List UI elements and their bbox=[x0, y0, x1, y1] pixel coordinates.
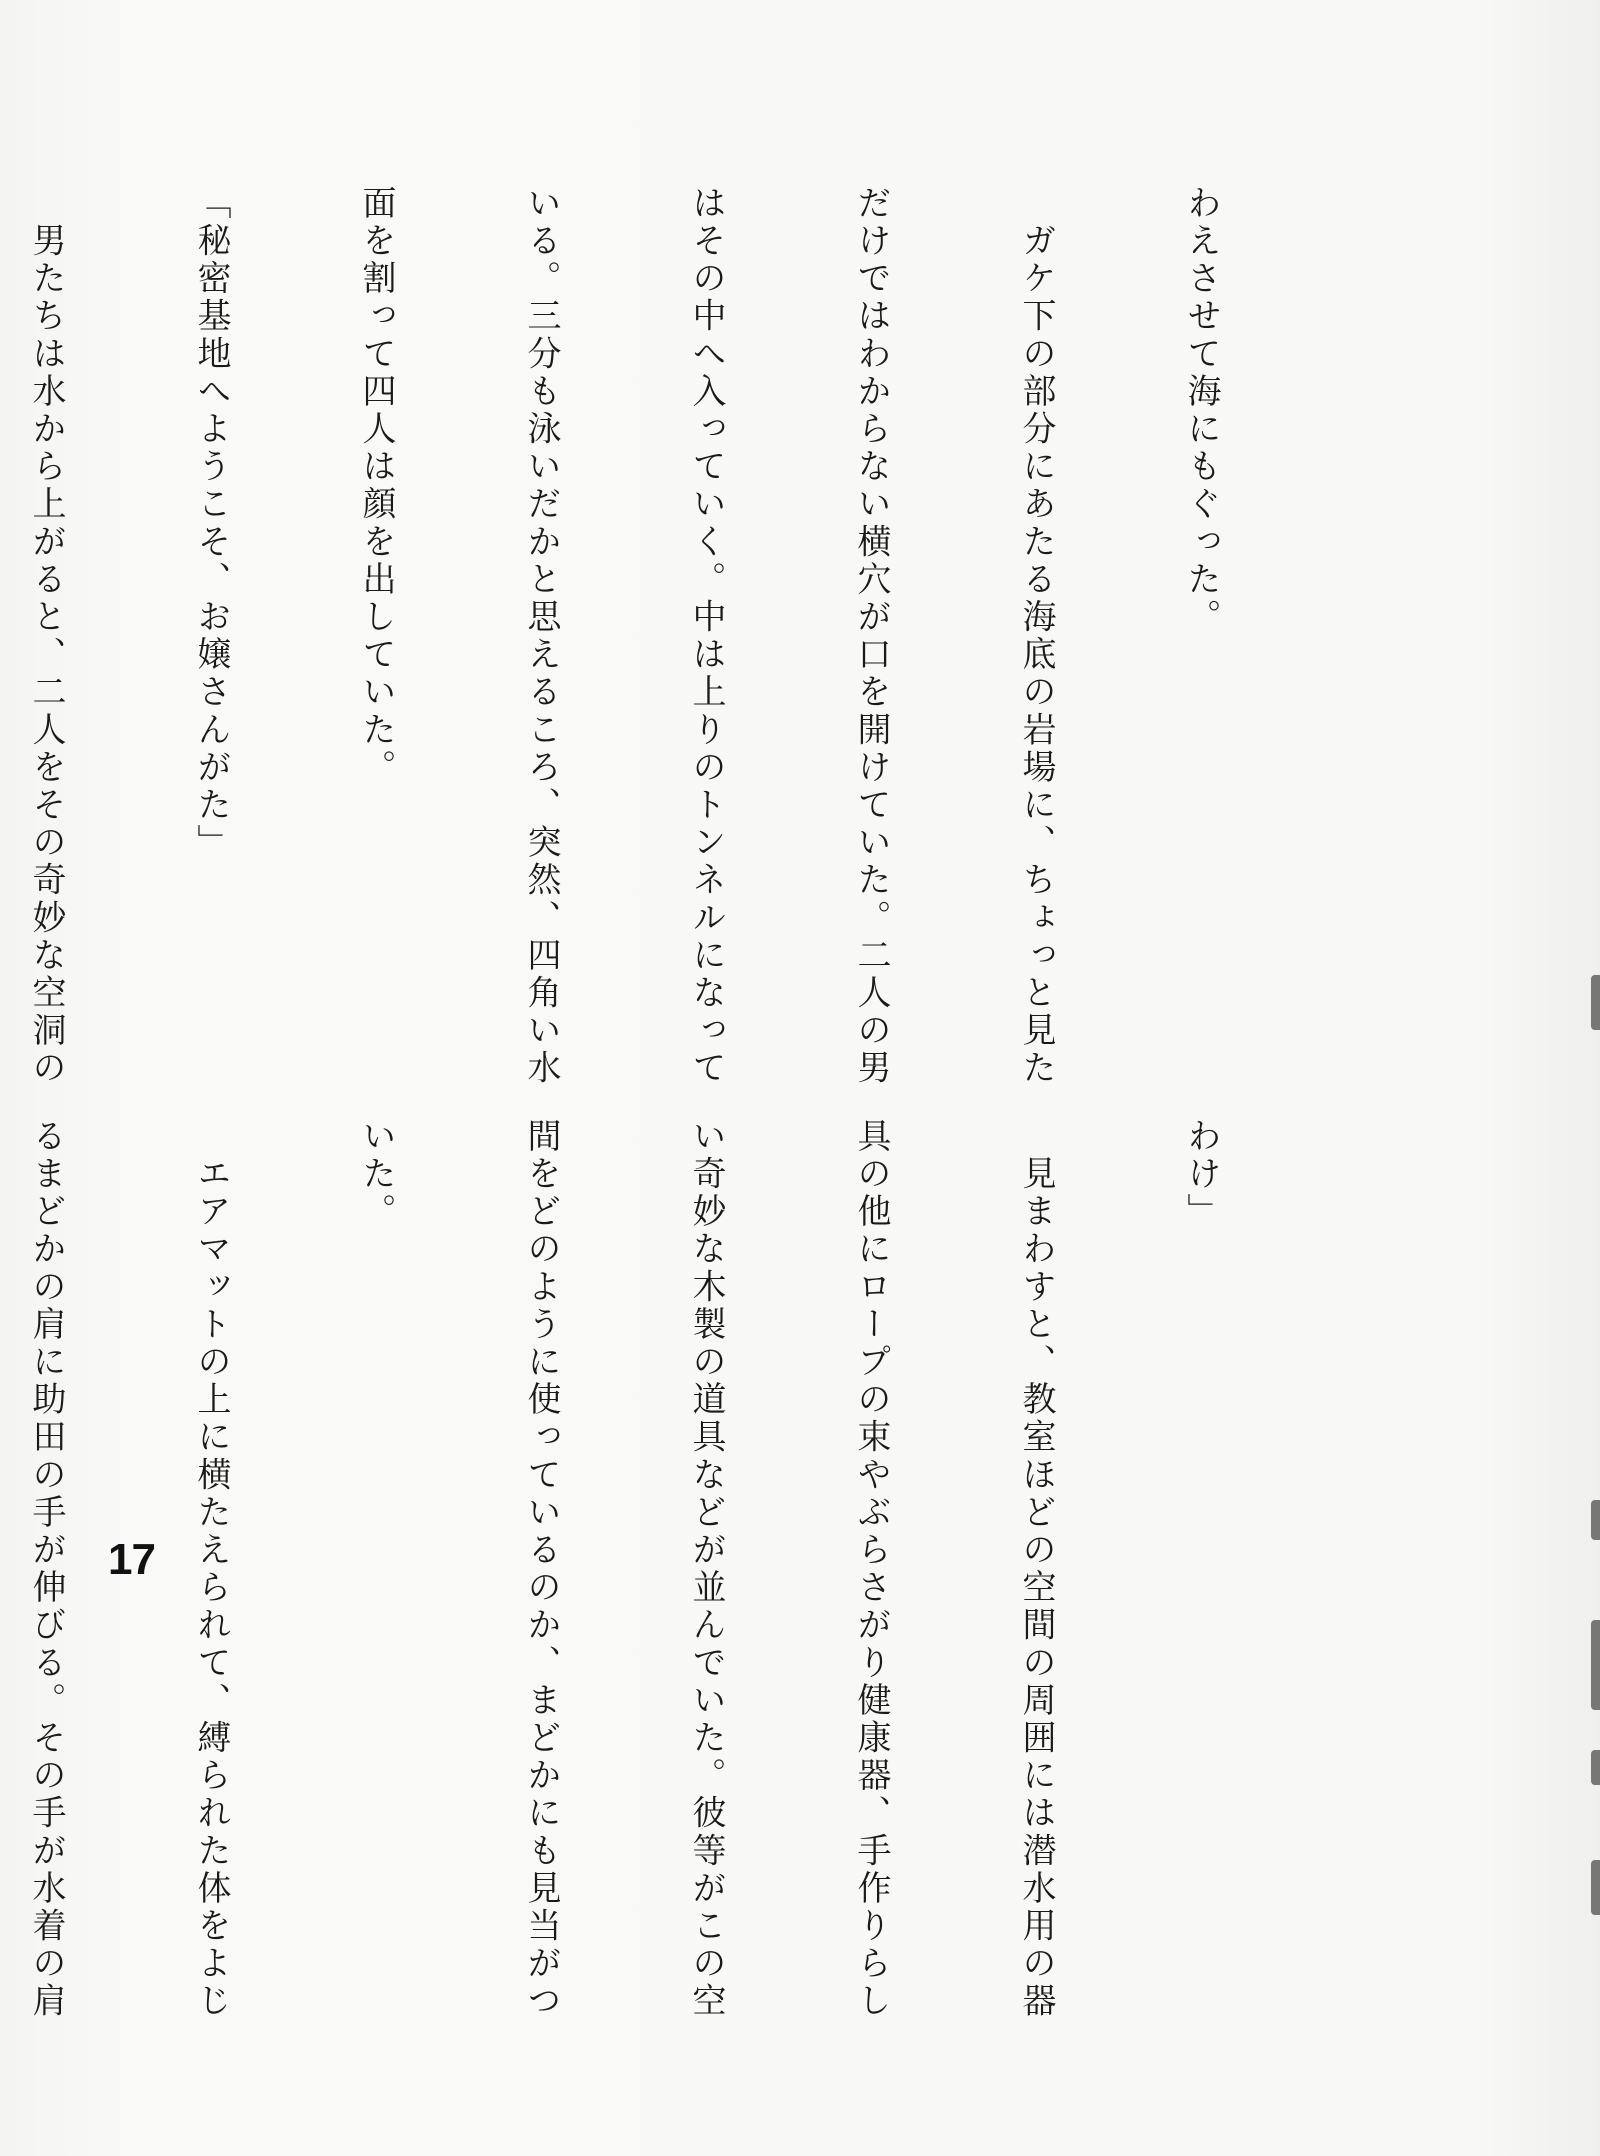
text-line: 見まわすと、教室ほどの空間の周囲には潜水用の器 bbox=[1016, 1118, 1056, 2021]
page-number: 17 bbox=[108, 1535, 155, 1584]
text-line: 「秘密基地へようこそ、お嬢さんがた」 bbox=[191, 185, 231, 862]
text-line: わけ」 bbox=[1181, 1118, 1221, 1231]
top-text-column bbox=[26, 185, 1338, 1088]
page-edge-mark bbox=[1591, 975, 1600, 1030]
page-edge-mark bbox=[1591, 1620, 1600, 1710]
page-edge-mark bbox=[1591, 1750, 1600, 1785]
text-line: ガケ下の部分にあたる海底の岩場に、ちょっと見た bbox=[1016, 185, 1056, 1088]
text-line: い奇妙な木製の道具などが並んでいた。彼等がこの空 bbox=[686, 1118, 726, 2021]
text-line: いる。三分も泳いだかと思えるころ、突然、四角い水 bbox=[521, 185, 561, 1088]
page-edge-mark bbox=[1591, 1860, 1600, 1915]
text-line: 男たちは水から上がると、二人をその奇妙な空洞の bbox=[26, 185, 66, 1088]
text-line: エアマットの上に横たえられて、縛られた体をよじ bbox=[191, 1118, 231, 2021]
text-line: るまどかの肩に助田の手が伸びる。その手が水着の肩 bbox=[26, 1118, 66, 2021]
text-line: わえさせて海にもぐった。 bbox=[1181, 185, 1221, 637]
text-line: はその中へ入っていく。中は上りのトンネルになって bbox=[686, 185, 726, 1088]
text-line: 面を割って四人は顔を出していた。 bbox=[356, 185, 396, 787]
text-line: いた。 bbox=[356, 1118, 396, 1231]
page-edge-mark bbox=[1591, 1500, 1600, 1540]
text-line: 間をどのように使っているのか、まどかにも見当がつ bbox=[521, 1118, 561, 2021]
text-line: 具の他にロープの束やぶらさがり健康器、手作りらし bbox=[851, 1118, 891, 2021]
text-line: だけではわからない横穴が口を開けていた。二人の男 bbox=[851, 185, 891, 1088]
